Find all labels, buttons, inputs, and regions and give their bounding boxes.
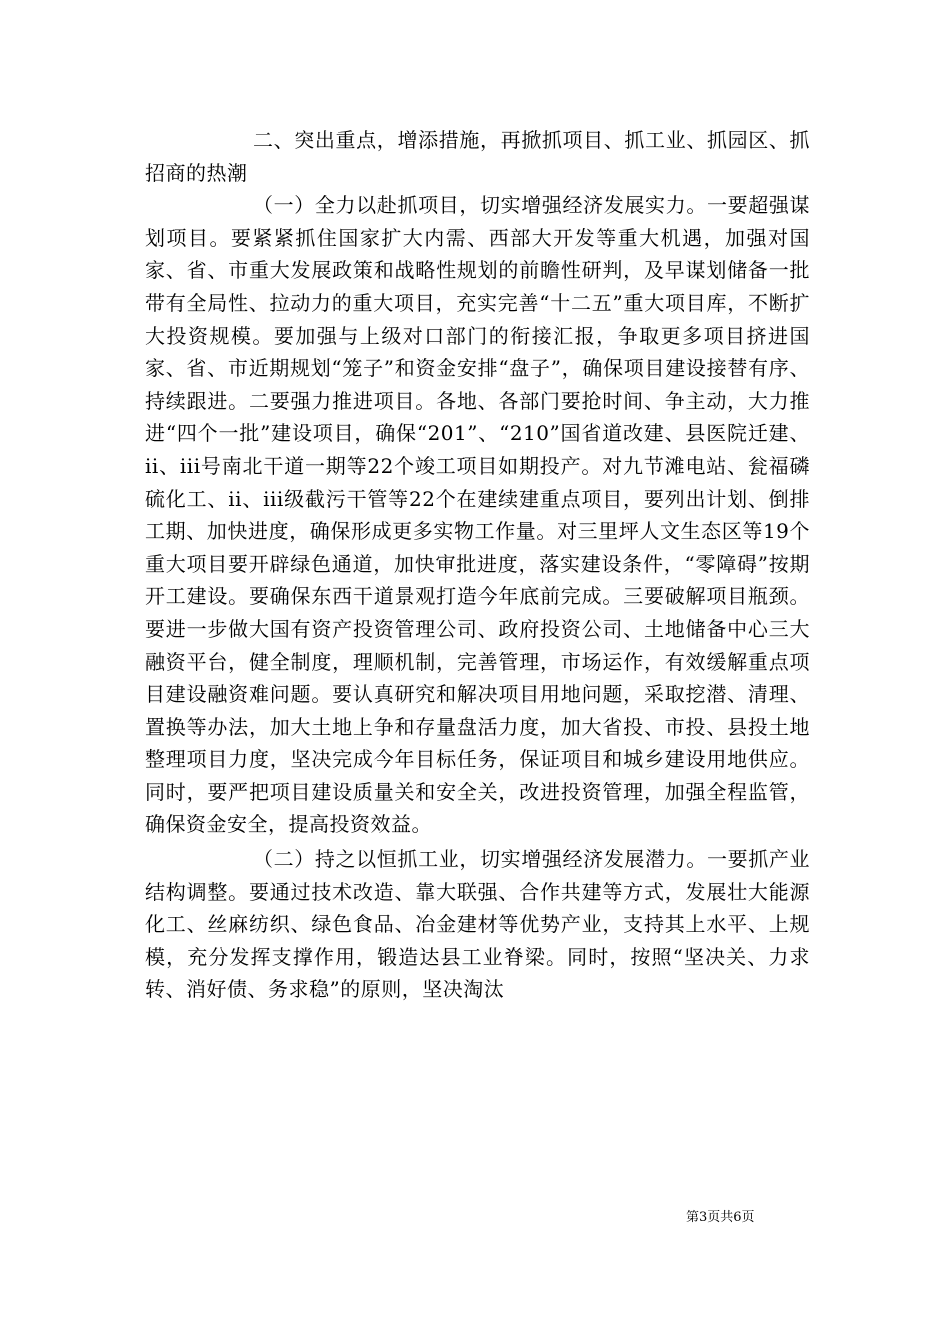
paragraph-1: （一）全力以赴抓项目，切实增强经济发展实力。一要超强谋划项目。要紧紧抓住国家扩大内需、西部大开发等重大机遇，加强对国家、省、市重大发展政策和战略性规划的前瞻性研判，及早谋划储备一批带有全局性、拉动力的重大项目，充实完善“十二五”重大项目库，不断扩大投资规模。要加强与上级对口部门的衔接汇报，争取更多项目挤进国家、省、市近期规划“笼子”和资金安排“盘子”，确保项目建设接替有序、持续跟进。二要强力推进项目。各地、各部门要抢时间、争主动，大力推进“四个一批”建设项目，确保“201”、“210”国省道改建、县医院迁建、ii、iii号南北干道一期等22个竣工项目如期投产。对九节滩电站、瓮福磷硫化工、ii、iii级截污干管等22个在建续建重点项目，要列出计划、倒排工期、加快进度，确保形成更多实物工作量。对三里坪人文生态区等19个重大项目要开辟绿色通道，加快审批进度，落实建设条件，“零障碍”按期开工建设。要确保东西干道景观打造今年底前完成。三要破解项目瓶颈。要进一步做大国有资产投资管理公司、政府投资公司、土地储备中心三大融资平台，健全制度，理顺机制，完善管理，市场运作，有效缓解重点项目建设融资难问题。要认真研究和解决项目用地问题，采取挖潜、清理、置换等办法，加大土地上争和存量盘活力度，加大省投、市投、县投土地整理项目力度，坚决完成今年目标任务，保证项目和城乡建设用地供应。同时，要严把项目建设质量关和安全关，改进投资管理，加强全程监管，确保资金安全，提高投资效益。 [145, 193, 810, 837]
section-heading: 二、突出重点，增添措施，再掀抓项目、抓工业、抓园区、抓招商的热潮 [145, 128, 810, 185]
page-number-footer: 第3页共6页 [686, 1210, 755, 1225]
paragraph-2: （二）持之以恒抓工业，切实增强经济发展潜力。一要抓产业结构调整。要通过技术改造、靠大联强、合作共建等方式，发展壮大能源化工、丝麻纺织、绿色食品、冶金建材等优势产业，支持其上水平、上规模，充分发挥支撑作用，锻造达县工业脊梁。同时，按照“坚决关、力求转、消好债、务求稳”的原则，坚决淘汰 [145, 847, 810, 1002]
document-body [145, 124, 810, 1006]
